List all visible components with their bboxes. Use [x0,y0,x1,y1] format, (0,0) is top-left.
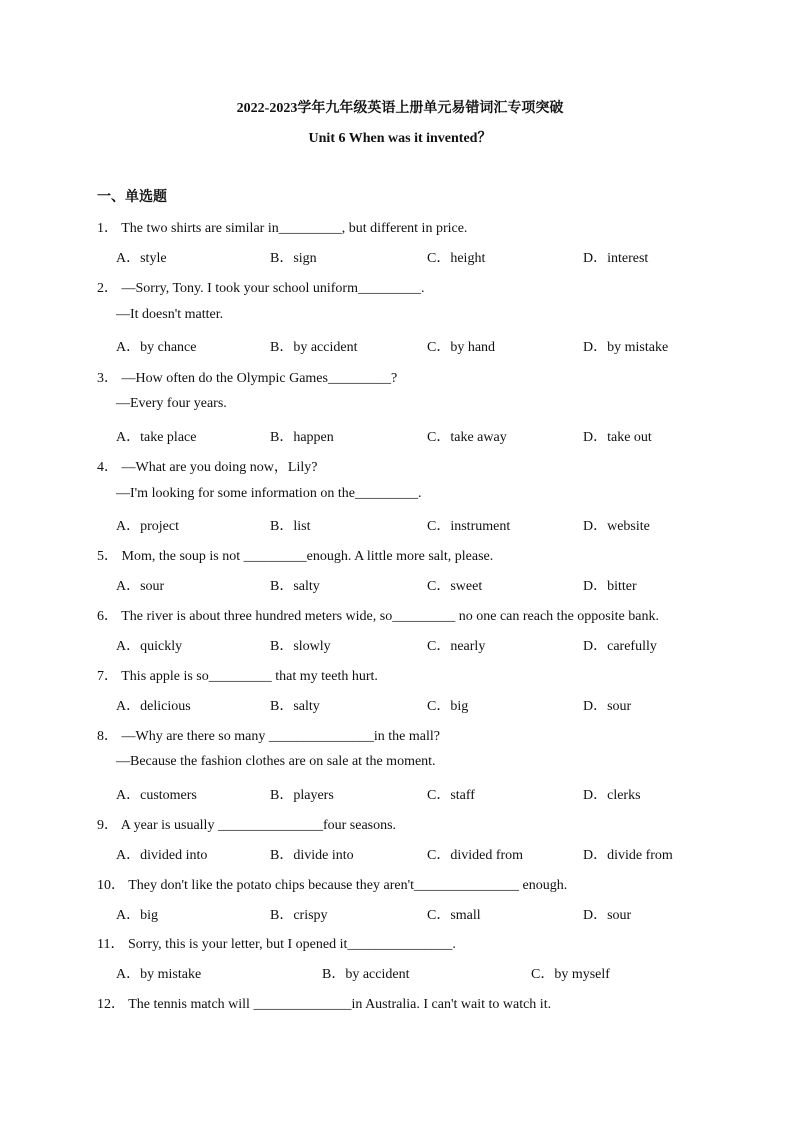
question-number: 4． [97,460,118,475]
option-d[interactable]: D．by mistake [583,340,669,355]
question-text: The tennis match will [128,997,254,1012]
option-c[interactable]: C．by hand [427,340,496,355]
option-d[interactable]: D．divide from [583,848,673,863]
question-number: 5． [97,549,118,564]
option-b[interactable]: B．salty [270,579,320,594]
option-b[interactable]: B．by accident [322,967,410,982]
option-a[interactable]: A．big [116,908,158,923]
answer-blank: _________ [278,221,342,236]
option-b[interactable]: B．happen [270,430,334,445]
question-text: ? [390,371,398,386]
option-c[interactable]: C．instrument [427,519,511,534]
answer-blank: _________ [243,549,307,564]
question-text: in Australia. I can't wait to watch it. [351,997,552,1012]
option-d[interactable]: D．bitter [583,579,637,594]
question-number: 9． [97,818,118,833]
question-number: 1． [97,221,118,236]
option-a[interactable]: A．take place [116,430,197,445]
option-b[interactable]: B．sign [270,251,317,266]
question-text: Mom, the soup is not [121,549,244,564]
option-c[interactable]: C．divided from [427,848,524,863]
question-text: The river is about three hundred meters wide, so [121,609,393,624]
answer-blank: _________ [392,609,456,624]
dialogue-reply: —Every four years. [116,396,227,411]
question-text: . [452,937,456,952]
option-d[interactable]: D．carefully [583,639,657,654]
dialogue-reply [116,486,421,502]
question-4 [97,456,317,476]
question-3 [97,367,397,387]
question-text: enough. [518,878,568,893]
question-text: no one can reach the opposite bank. [455,609,659,624]
option-c[interactable]: C．nearly [427,639,486,654]
option-b[interactable]: B．crispy [270,908,328,923]
option-a[interactable]: A．quickly [116,639,183,654]
answer-blank: _________ [327,371,391,386]
option-d[interactable]: D．sour [583,908,632,923]
section-heading: 一、单选题 [97,190,167,205]
question-text: that my teeth hurt. [271,669,378,684]
question-number: 7． [97,669,118,684]
answer-blank: _________ [357,281,421,296]
answer-blank: _______________ [268,729,374,744]
question-text: . [420,281,425,296]
option-c[interactable]: C．big [427,699,469,714]
reply-text: —I'm looking for some information on the [116,486,355,501]
option-a[interactable]: A．project [116,519,179,534]
dialogue-reply: —It doesn't matter. [116,307,224,322]
question-text: —How often do the Olympic Games [121,371,328,386]
option-a[interactable]: A．by mistake [116,967,202,982]
option-a[interactable]: A．sour [116,579,165,594]
option-c[interactable]: C．sweet [427,579,483,594]
question-2 [97,277,424,297]
option-d[interactable]: D．interest [583,251,649,266]
page-title: 2022-2023学年九年级英语上册单元易错词汇专项突破 [236,101,564,116]
option-a[interactable]: A．style [116,251,167,266]
question-1 [97,217,467,237]
option-a[interactable]: A．by chance [116,340,197,355]
option-c[interactable]: C．height [427,251,486,266]
answer-blank: _______________ [413,878,519,893]
question-5 [97,545,493,565]
question-text: enough. A little more salt, please. [306,549,494,564]
reply-text: . [417,486,422,501]
question-text: four seasons. [322,818,397,833]
question-text: —Why are there so many [121,729,269,744]
question-text: They don't like the potato chips because they aren't [128,878,414,893]
option-a[interactable]: A．customers [116,788,197,803]
question-number: 2． [97,281,118,296]
question-number: 12． [97,997,125,1012]
question-number: 11． [97,937,125,952]
option-d[interactable]: D．website [583,519,650,534]
question-11 [97,933,456,953]
unit-subtitle: Unit 6 When was it invented？ [308,131,492,146]
question-text: —Sorry, Tony. I took your school uniform [121,281,358,296]
question-text: , but different in price. [341,221,468,236]
option-c[interactable]: C．take away [427,430,507,445]
option-a[interactable]: A．delicious [116,699,191,714]
option-d[interactable]: D．take out [583,430,652,445]
answer-blank: _______________ [217,818,323,833]
question-text: This apple is so [121,669,209,684]
question-9 [97,814,396,834]
option-b[interactable]: B．salty [270,699,320,714]
question-text: A year is usually [120,818,218,833]
question-12 [97,993,551,1013]
question-number: 10． [97,878,125,893]
question-text: in the mall? [373,729,440,744]
answer-blank: _______________ [347,937,453,952]
question-10 [97,874,567,894]
option-b[interactable]: B．list [270,519,311,534]
question-number: 8． [97,729,118,744]
option-b[interactable]: B．slowly [270,639,331,654]
question-8 [97,725,440,745]
question-text: The two shirts are similar in [121,221,279,236]
question-6 [97,605,659,625]
answer-blank: _________ [354,486,418,501]
option-c[interactable]: C．by myself [531,967,610,982]
option-b[interactable]: B．players [270,788,334,803]
dialogue-reply: —Because the fashion clothes are on sale at the moment. [116,754,436,769]
question-text: Sorry, this is your letter, but I opened it [127,937,348,952]
question-text: —What are you doing now，Lily? [121,460,318,475]
option-d[interactable]: D．sour [583,699,632,714]
question-number: 3． [97,371,118,386]
option-b[interactable]: B．by accident [270,340,358,355]
question-7 [97,665,378,685]
option-d[interactable]: D．clerks [583,788,641,803]
option-b[interactable]: B．divide into [270,848,354,863]
answer-blank: ______________ [253,997,352,1012]
option-a[interactable]: A．divided into [116,848,208,863]
option-c[interactable]: C．small [427,908,481,923]
option-c[interactable]: C．staff [427,788,475,803]
question-number: 6． [97,609,118,624]
answer-blank: _________ [208,669,272,684]
